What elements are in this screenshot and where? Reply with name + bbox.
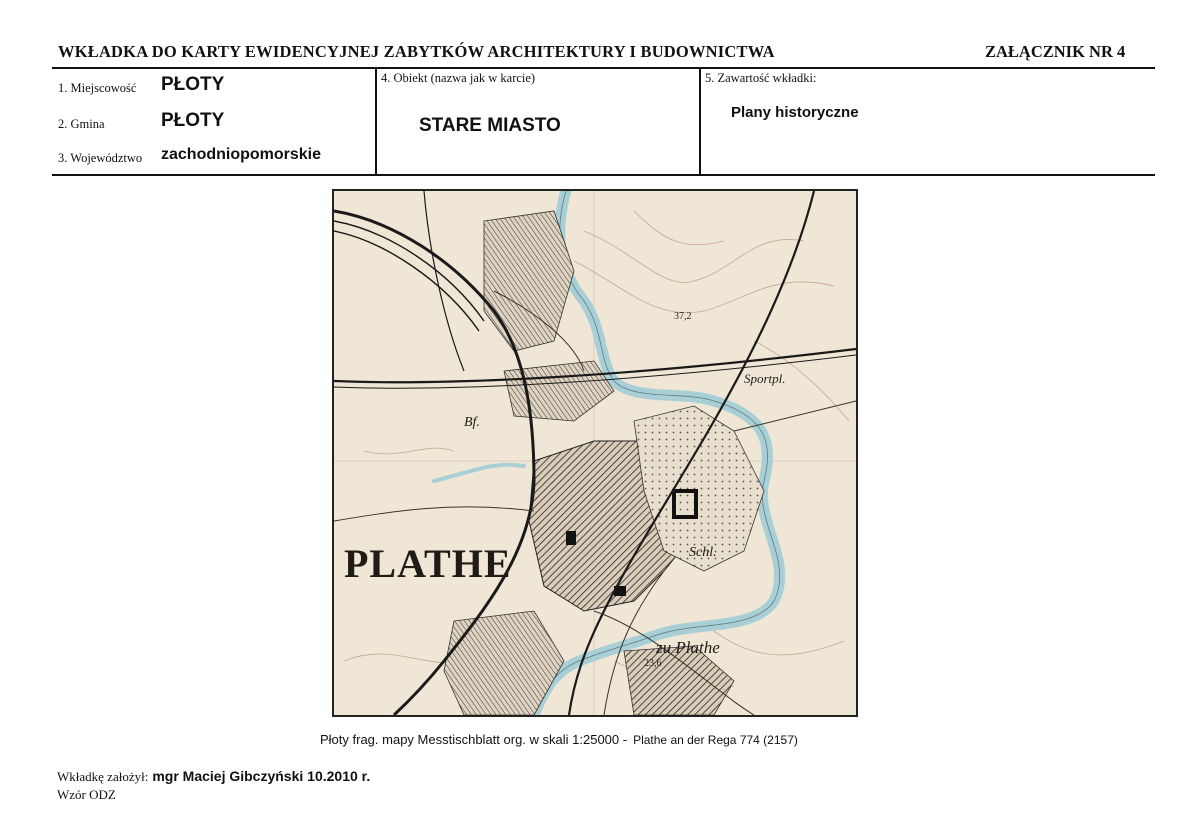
castle-label: Schl. — [689, 545, 717, 560]
town-label: PLATHE — [344, 541, 512, 586]
divider-right — [699, 68, 701, 175]
author-label: Wkładkę założył: — [57, 769, 149, 784]
contents-label: 5. Zawartość wkładki: — [705, 71, 817, 85]
voivodeship-value: zachodniopomorskie — [161, 146, 322, 163]
header-bottom-rule — [52, 174, 1155, 176]
divider-left — [375, 68, 377, 175]
historical-map — [332, 189, 858, 717]
author-value: mgr Maciej Gibczyński 10.2010 r. — [152, 768, 371, 784]
template-label: Wzór ODZ — [57, 787, 116, 802]
object-value: STARE MIASTO — [419, 115, 561, 136]
map-caption — [320, 732, 798, 747]
south-label: zu Plathe — [656, 638, 720, 657]
voivodeship-label: 3. Województwo — [58, 151, 143, 165]
document-title: WKŁADKA DO KARTY EWIDENCYJNEJ ZABYTKÓW ARCHITEKTURY I BUDOWNICTWA — [58, 42, 775, 61]
sport-label: Sportpl. — [744, 371, 786, 386]
author-line — [57, 768, 370, 785]
commune-value: PŁOTY — [161, 110, 225, 131]
elevation-label-1: 37,2 — [674, 311, 692, 322]
locality-label: 1. Miejscowość — [58, 81, 137, 95]
contents-value: Plany historyczne — [731, 104, 859, 121]
caption-main: Płoty frag. mapy Messtischblatt org. w skali 1:25000 - — [320, 732, 628, 747]
object-label: 4. Obiekt (nazwa jak w karcie) — [381, 71, 536, 85]
station-label: Bf. — [464, 415, 480, 430]
locality-value: PŁOTY — [161, 74, 225, 95]
commune-label: 2. Gmina — [58, 117, 105, 131]
elevation-label-2: 23,6 — [644, 658, 662, 669]
header-top-rule — [52, 67, 1155, 69]
attachment-number: ZAŁĄCZNIK NR 4 — [985, 42, 1126, 61]
caption-sheet: Plathe an der Rega 774 (2157) — [633, 733, 798, 747]
